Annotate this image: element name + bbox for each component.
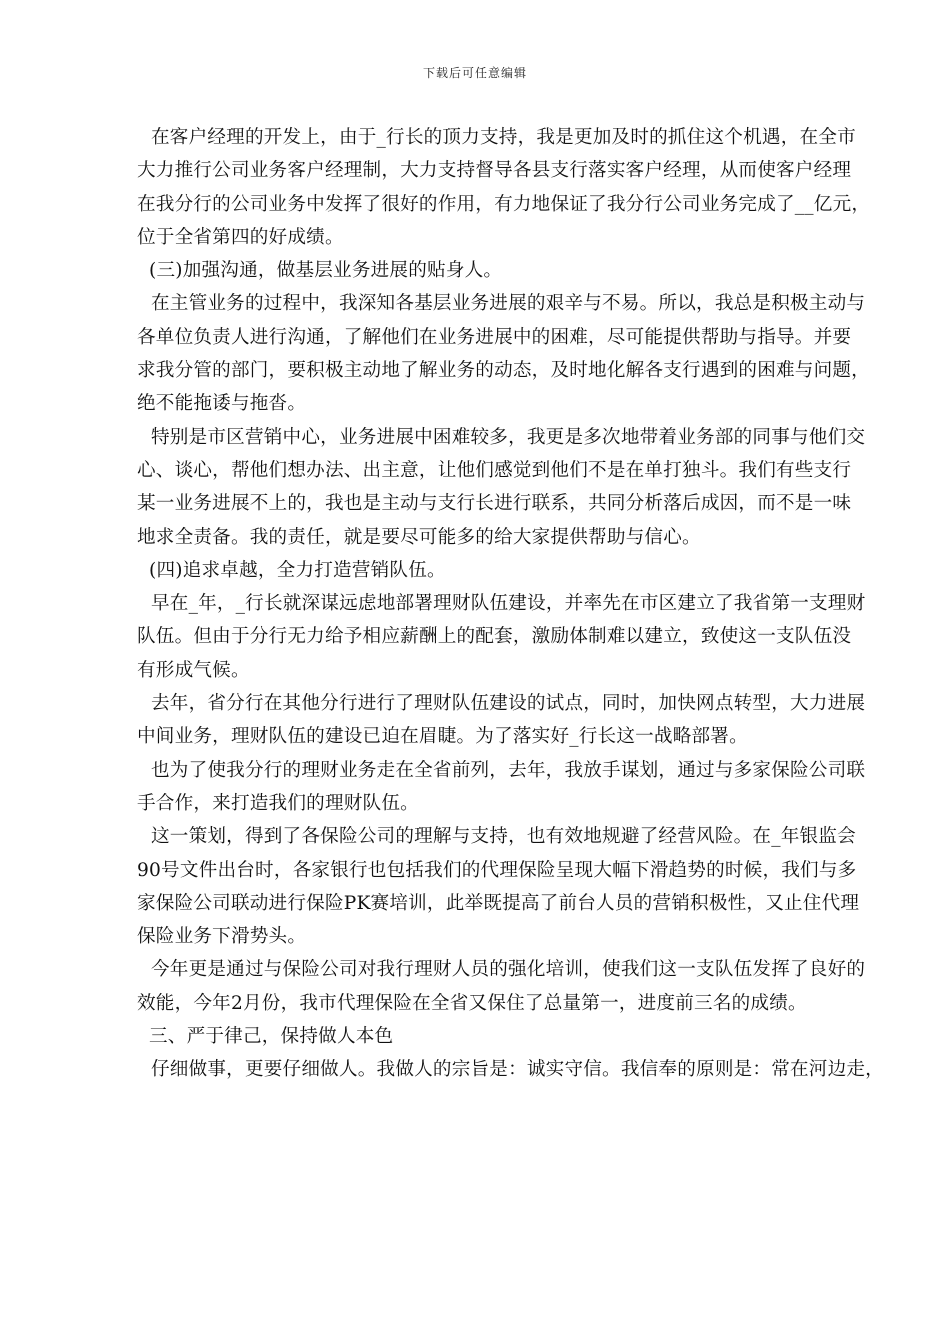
text-line: 地求全责备。我的责任，就是要尽可能多的给大家提供帮助与信心。 (137, 526, 701, 548)
text-line: 仔细做事，更要仔细做人。我做人的宗旨是：诚实守信。我信奉的原则是：常在河边走， (151, 1059, 884, 1081)
text-line: 心、谈心，帮他们想办法、出主意，让他们感觉到他们不是在单打独斗。我们有些支行 (137, 459, 852, 481)
section-heading: (三)加强沟通，做基层业务进展的贴身人。 (149, 260, 503, 282)
text-line: 保险业务下滑势头。 (137, 926, 307, 948)
section-heading: (四)追求卓越，全力打造营销队伍。 (149, 559, 446, 581)
text-line: 大力推行公司业务客户经理制，大力支持督导各县支行落实客户经理，从而使客户经理 (137, 160, 852, 182)
text-line: 这一策划，得到了各保险公司的理解与支持，也有效地规避了经营风险。在_年银监会 (151, 826, 856, 848)
text-line: 在客户经理的开发上，由于_行长的顶力支持，我是更加及时的抓住这个机遇，在全市 (151, 127, 856, 148)
section-heading: 三、严于律己，保持做人本色 (149, 1026, 394, 1048)
text-line: 效能，今年2月份，我市代理保险在全省又保住了总量第一，进度前三名的成绩。 (137, 992, 807, 1014)
text-line: 早在_年，_行长就深谋远虑地部署理财队伍建设，并率先在市区建立了我省第一支理财 (151, 593, 866, 615)
text-line: 90号文件出台时，各家银行也包括我们的代理保险呈现大幅下滑趋势的时候，我们与多 (137, 859, 857, 881)
text-line: 求我分管的部门，要积极主动地了解业务的动态，及时地化解各支行遇到的困难与问题， (137, 360, 870, 382)
text-line: 位于全省第四的好成绩。 (137, 226, 344, 248)
text-line: 今年更是通过与保险公司对我行理财人员的强化培训，使我们这一支队伍发挥了良好的 (151, 959, 866, 981)
text-line: 某一业务进展不上的，我也是主动与支行长进行联系，共同分析落后成因，而不是一味 (137, 493, 852, 515)
text-line: 去年，省分行在其他分行进行了理财队伍建设的试点，同时，加快网点转型，大力进展 (151, 693, 866, 715)
page-header: 下载后可任意编辑 (422, 66, 527, 80)
text-line: 在我分行的公司业务中发挥了很好的作用，有力地保证了我分行公司业务完成了__亿元， (137, 193, 871, 215)
text-line: 各单位负责人进行沟通，了解他们在业务进展中的困难，尽可能提供帮助与指导。并要 (137, 326, 852, 348)
text-line: 家保险公司联动进行保险PK赛培训，此举既提高了前台人员的营销积极性，又止住代理 (137, 892, 860, 914)
document-body (137, 121, 889, 1087)
text-line: 也为了使我分行的理财业务走在全省前列，去年，我放手谋划，通过与多家保险公司联 (151, 759, 866, 781)
text-line: 绝不能拖诿与拖沓。 (137, 393, 307, 415)
text-line: 有形成气候。 (137, 659, 250, 681)
text-line: 特别是市区营销中心，业务进展中困难较多，我更是多次地带着业务部的同事与他们交 (151, 426, 866, 448)
text-line: 中间业务，理财队伍的建设已迫在眉睫。为了落实好_行长这一战略部署。 (137, 726, 748, 748)
text-line: 在主管业务的过程中，我深知各基层业务进展的艰辛与不易。所以，我总是积极主动与 (151, 293, 866, 315)
text-line: 手合作，来打造我们的理财队伍。 (137, 792, 419, 814)
text-line: 队伍。但由于分行无力给予相应薪酬上的配套，激励体制难以建立，致使这一支队伍没 (137, 626, 852, 648)
